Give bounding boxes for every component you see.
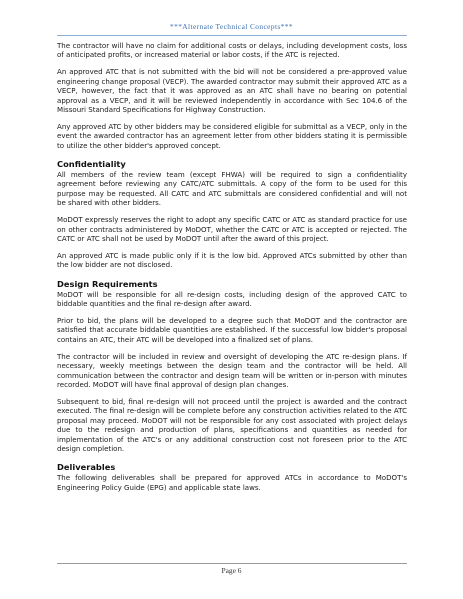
header-rule	[57, 35, 407, 36]
paragraph-vecp: An approved ATC that is not submitted with the bid will not be considered a pre-approved value engineering change proposal (VECP). The awarded contractor may submit their approved ATC as a VECP, however, the fact that it was approved as an ATC shall have no bearing on potential approval as a VECP, and it will be reviewed independently in accordance with Sec 104.6 of the Missouri Standard Specifications for Highway Construction.	[57, 67, 407, 114]
paragraph-subsequent-to-bid: Subsequent to bid, final re-design will not proceed until the project is awarded and the contract executed. The final re-design will be complete before any construction activities related to the ATC proposal may proceed. MoDOT will not be responsible for any cost associated with project delays due to the redesign and production of plans, specifications and quantities as needed for implementation of the ATC's or any additional construction cost not foreseen prior to the ATC design completion.	[57, 396, 407, 453]
heading-deliverables: Deliverables	[57, 462, 116, 473]
paragraph-deliverables: The following deliverables shall be prepared for approved ATCs in accordance to MoDOT's Engineering Policy Guide (EPG) and applicable state laws.	[57, 473, 407, 492]
paragraph-no-claim: The contractor will have no claim for additional costs or delays, including development costs, loss of anticipated profits, or increased material or labor costs, if the ATC is rejected.	[57, 41, 407, 60]
paragraph-other-bidders: Any approved ATC by other bidders may be considered eligible for submittal as a VECP, only in the event the awarded contractor has an agreement letter from other bidders stating it is permissible to utilize the other bidder's approved concept.	[57, 121, 407, 150]
heading-confidentiality: Confidentiality	[57, 159, 126, 170]
paragraph-public-disclosure: An approved ATC is made public only if it is the low bid. Approved ATCs submitted by other than the low bidder are not disclosed.	[57, 250, 407, 270]
paragraph-redesign-costs: MoDOT will be responsible for all re-design costs, including design of the approved CATC to biddable quantities and the final re-design after award.	[57, 289, 407, 309]
paragraph-prior-to-bid: Prior to bid, the plans will be developed to a degree such that MoDOT and the contractor are satisfied that accurate biddable quantities are established. If the successful low bidder's proposal contains an ATC, their ATC will be developed into a finalized set of plans.	[57, 316, 407, 344]
heading-design-requirements: Design Requirements	[57, 278, 158, 289]
paragraph-contractor-review: The contractor will be included in review and oversight of developing the ATC re-design plans. If necessary, weekly meetings between the design team and the contractor will be held. All communication between the contractor and design team will be written or in-person with minutes recorded. MoDOT will have final approval of design plan changes.	[57, 351, 407, 389]
paragraph-confidentiality: All members of the review team (except FHWA) will be required to sign a confidentiality agreement before reviewing any CATC/ATC submittals. A copy of the form to be used for this purpose may be requested. All CATC and ATC submittals are considered confidential and will not be shared with other bidders.	[57, 170, 407, 208]
footer-rule	[57, 563, 407, 564]
page-header: ***Alternate Technical Concepts***	[170, 22, 293, 31]
document-body	[57, 41, 407, 500]
paragraph-modot-rights: MoDOT expressly reserves the right to adopt any specific CATC or ATC as standard practice for use on other contracts administered by MoDOT, whether the CATC or ATC is accepted or rejected. The CATC or ATC shall not be used by MoDOT until after the award of this project.	[57, 215, 407, 243]
page-number: Page 6	[221, 566, 242, 575]
